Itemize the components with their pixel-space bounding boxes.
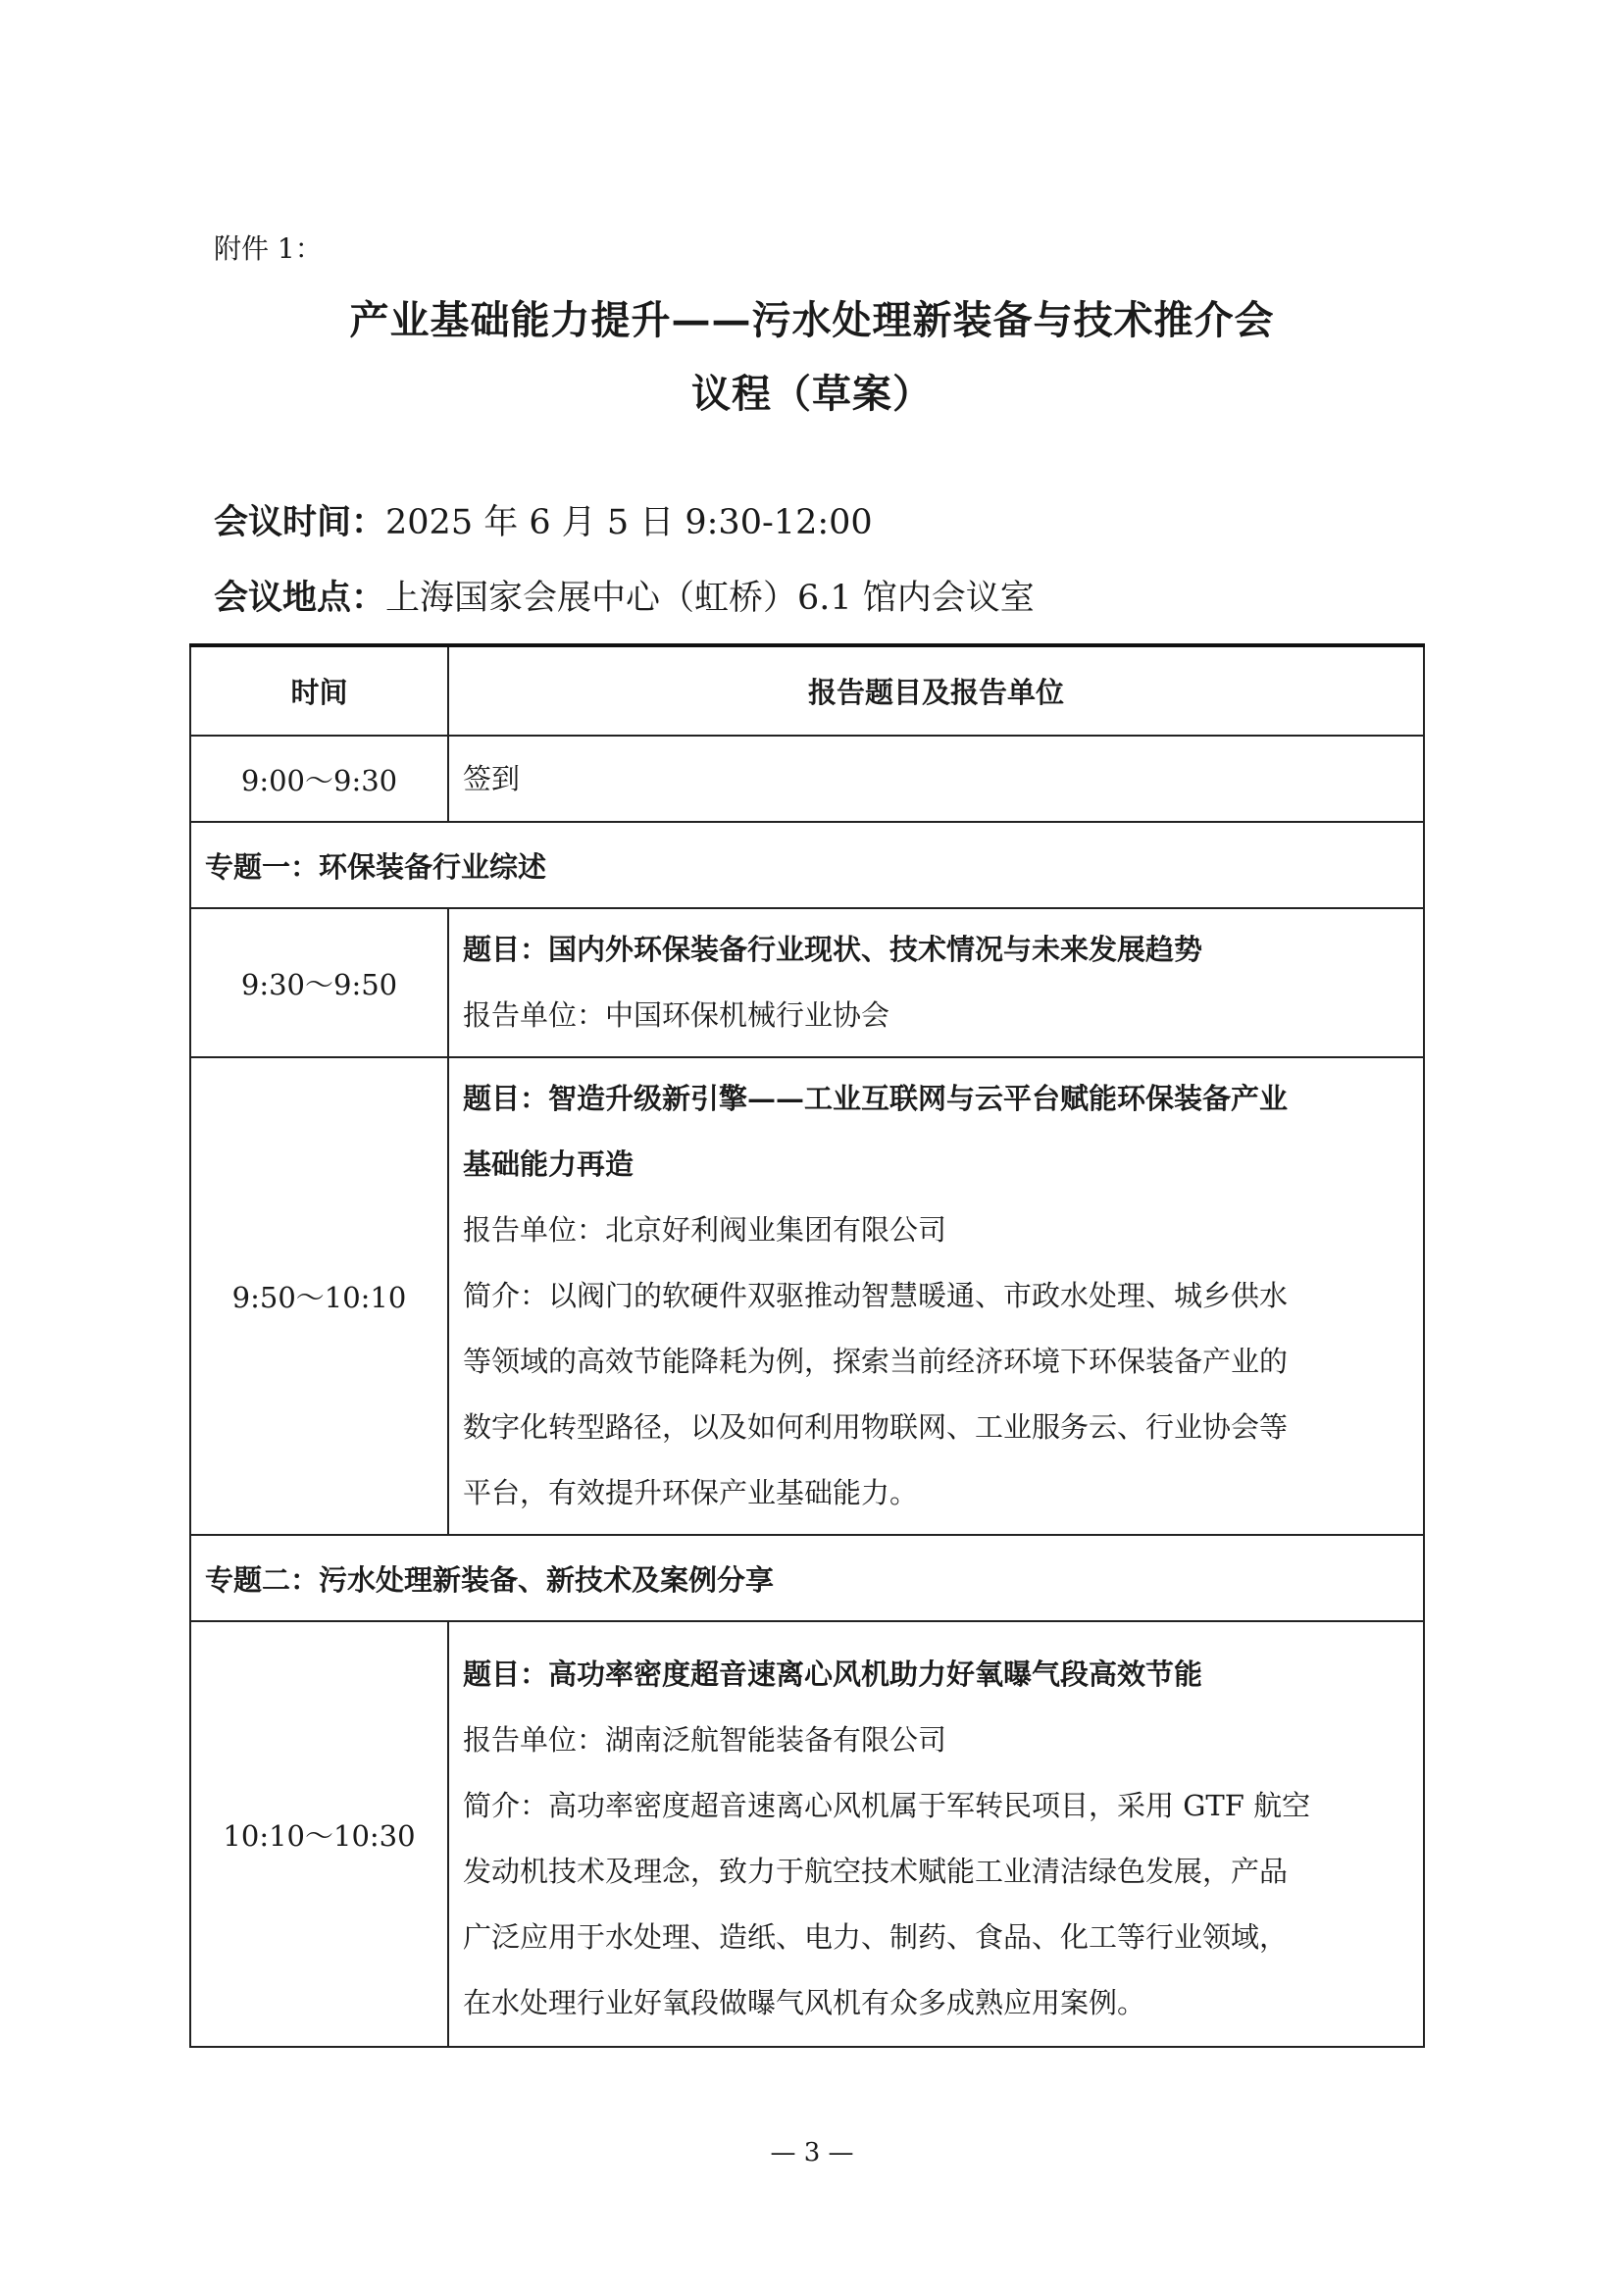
- row-unit: 报告单位：北京好利阀业集团有限公司: [463, 1213, 947, 1247]
- row-intro: 广泛应用于水处理、造纸、电力、制药、食品、化工等行业领域，: [463, 1920, 1289, 1954]
- row-title: 题目：高功率密度超音速离心风机助力好氧曝气段高效节能: [463, 1657, 1203, 1691]
- table-row: [190, 1057, 1424, 1535]
- section-heading: 专题一：环保装备行业综述: [190, 822, 1424, 908]
- row-unit: 报告单位：湖南泛航智能装备有限公司: [463, 1723, 947, 1757]
- row-time: 9:30～9:50: [190, 908, 448, 1057]
- meeting-place-value: 上海国家会展中心（虹桥）6.1 馆内会议室: [385, 579, 1035, 618]
- row-time: 9:50～10:10: [190, 1057, 448, 1535]
- table-row: [190, 736, 1424, 822]
- page-number: — 3 —: [770, 2138, 854, 2167]
- row-time: 9:00～9:30: [190, 736, 448, 822]
- row-intro: 数字化转型路径，以及如何利用物联网、工业服务云、行业协会等: [463, 1410, 1289, 1444]
- table-header-row: [190, 645, 1424, 736]
- section-heading: 专题二：污水处理新装备、新技术及案例分享: [190, 1535, 1424, 1621]
- meeting-place-label: 会议地点：: [214, 578, 386, 618]
- row-intro: 发动机技术及理念，致力于航空技术赋能工业清洁绿色发展，产品: [463, 1855, 1289, 1888]
- row-intro: 简介：以阀门的软硬件双驱推动智慧暖通、市政水处理、城乡供水: [463, 1279, 1289, 1312]
- document-subtitle: 议程（草案）: [691, 371, 933, 417]
- row-intro: 在水处理行业好氧段做曝气风机有众多成熟应用案例。: [463, 1986, 1146, 2019]
- row-intro: 等领域的高效节能降耗为例，探索当前经济环境下环保装备产业的: [463, 1345, 1289, 1378]
- meeting-time-value: 2025 年 6 月 5 日 9:30-12:00: [385, 503, 873, 542]
- row-intro: 简介：高功率密度超音速离心风机属于军转民项目，采用 GTF 航空: [463, 1789, 1311, 1822]
- row-title: 题目：智造升级新引擎——工业互联网与云平台赋能环保装备产业: [463, 1082, 1289, 1115]
- section-row: [190, 1535, 1424, 1621]
- row-line: 签到: [463, 761, 521, 795]
- table-row: [190, 908, 1424, 1057]
- table-row: [190, 1621, 1424, 2047]
- section-row: [190, 822, 1424, 908]
- header-time: 时间: [190, 645, 448, 736]
- row-intro: 平台，有效提升环保产业基础能力。: [463, 1476, 919, 1509]
- header-topic: 报告题目及报告单位: [448, 645, 1424, 736]
- meeting-place: [214, 571, 1035, 620]
- meeting-time: [214, 495, 873, 544]
- row-time: 10:10～10:30: [190, 1621, 448, 2047]
- document-title: 产业基础能力提升——污水处理新装备与技术推介会: [349, 297, 1275, 343]
- row-unit: 报告单位：中国环保机械行业协会: [463, 998, 890, 1032]
- meeting-time-label: 会议时间：: [214, 502, 386, 542]
- agenda-table: [189, 643, 1425, 2048]
- row-title-cont: 基础能力再造: [463, 1147, 634, 1181]
- attachment-label: 附件 1：: [214, 232, 323, 265]
- row-title: 题目：国内外环保装备行业现状、技术情况与未来发展趋势: [463, 933, 1203, 966]
